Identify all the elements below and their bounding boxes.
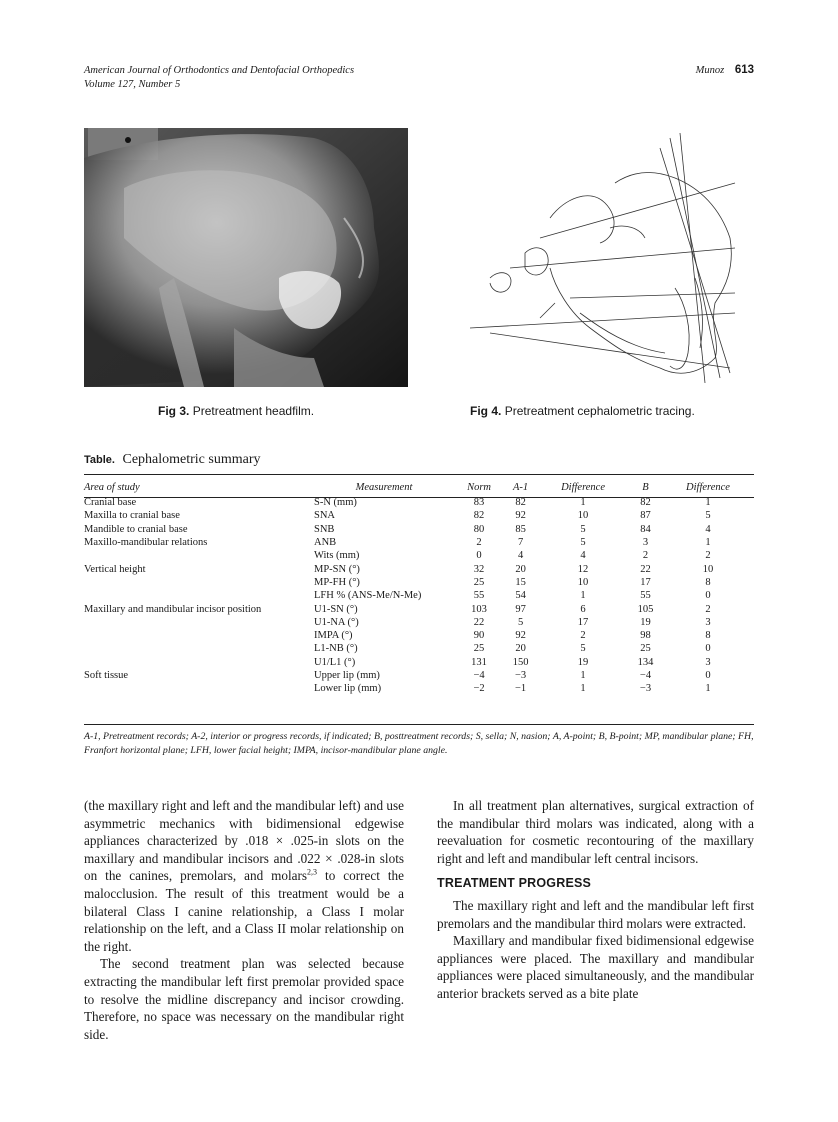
- table-row: [84, 616, 754, 629]
- table-title: [84, 452, 261, 468]
- table-cell: 8: [705, 630, 711, 642]
- table-cell: 87: [640, 510, 651, 522]
- table-cell: 80: [473, 523, 485, 535]
- table-cell: [84, 642, 314, 655]
- table-cell: 2: [476, 537, 482, 549]
- table-cell: 1: [705, 537, 711, 549]
- table-cell: 55: [473, 590, 485, 602]
- table-cell: 19: [577, 656, 589, 668]
- table-cell: 83: [473, 497, 485, 509]
- table-cell: 6: [580, 603, 586, 615]
- table-cell: 1: [580, 497, 586, 509]
- journal-volume: Volume 127, Number 5: [84, 79, 181, 90]
- figure-4-caption-text: Pretreatment cephalometric tracing.: [504, 404, 695, 418]
- table-cell: 4: [580, 550, 586, 562]
- table-cell: 10: [577, 510, 589, 522]
- table-cell: 8: [705, 576, 711, 588]
- column-header: A-1: [512, 481, 529, 493]
- column-header: Measurement: [355, 481, 413, 493]
- tracing-image: [430, 128, 754, 387]
- table-row: [84, 536, 754, 549]
- table-cell: 82: [473, 510, 485, 522]
- table-cell: [84, 629, 314, 642]
- table-cell: 5: [517, 616, 524, 628]
- table-cell: 22: [640, 563, 651, 575]
- table-cell: −1: [514, 683, 527, 695]
- table-cell: Maxilla to cranial base: [84, 510, 180, 522]
- table-cell: 2: [705, 550, 711, 562]
- figure-4-label: Fig 4.: [470, 404, 502, 418]
- table-cell: 2: [705, 603, 711, 615]
- table-cell: 55: [640, 590, 651, 602]
- table-cell: 54: [515, 590, 526, 602]
- table-cell: 105: [637, 603, 654, 615]
- table-row: [84, 549, 754, 562]
- table-cell: 20: [515, 643, 526, 655]
- author-name: Munoz: [695, 65, 725, 76]
- table-cell: 84: [640, 523, 651, 535]
- table-cell: Maxillo-mandibular relations: [84, 537, 208, 549]
- table-cell: 5: [580, 643, 586, 655]
- table-cell: SNB: [314, 523, 335, 535]
- page-number: 613: [734, 64, 754, 76]
- left-column: [84, 797, 404, 1043]
- table-row: [84, 642, 754, 655]
- table-cell: Mandible to cranial base: [84, 523, 188, 535]
- table-row: [84, 656, 754, 669]
- table-cell: 134: [637, 656, 654, 668]
- figure-3-caption-text: Pretreatment headfilm.: [192, 404, 315, 418]
- table-cell: 2: [642, 550, 649, 562]
- table-bottom-rule: [84, 724, 754, 725]
- table-cell: 5: [705, 510, 711, 522]
- table-cell: 10: [702, 563, 714, 575]
- table-cell: 90: [473, 630, 485, 642]
- table-cell: SNA: [314, 510, 336, 522]
- table-cell: [84, 682, 314, 695]
- table-cell: [84, 589, 314, 602]
- table-cell: 20: [515, 563, 526, 575]
- table-cell: U1-SN (°): [314, 603, 358, 615]
- table-cell: 3: [705, 616, 711, 628]
- table-cell: [84, 656, 314, 669]
- journal-header: [84, 64, 354, 92]
- table-cell: Cranial base: [84, 497, 137, 509]
- table-cell: 1: [705, 497, 711, 509]
- table-cell: 12: [577, 563, 589, 575]
- table-cell: [84, 549, 314, 562]
- column-header: Norm: [467, 481, 492, 493]
- table-cell: LFH % (ANS-Me/N-Me): [314, 590, 422, 602]
- column-header: Area of study: [84, 481, 140, 493]
- table-cell: 3: [642, 537, 649, 549]
- paragraph: In all treatment plan alternatives, surgical extraction of the mandibular third molars was indicated, along with a reevaluation for cosmetic recontouring of the maxillary right and left and mandibular left central incisors.: [437, 798, 754, 866]
- paragraph: The second treatment plan was selected because extracting the mandibular left first premolar provided space to resolve the midline discrepancy and incisor crowding. Therefore, no space was necessary on the mandibular right side.: [84, 956, 404, 1042]
- table-cell: −4: [473, 670, 485, 681]
- xray-image: [84, 128, 408, 387]
- table-cell: Vertical height: [84, 563, 146, 575]
- table-cell: 1: [580, 670, 586, 681]
- table-cell: 92: [515, 630, 526, 642]
- figure-4-caption: [470, 404, 695, 418]
- table-body: [84, 496, 754, 695]
- running-head: [696, 64, 754, 76]
- section-heading: TREATMENT PROGRESS: [437, 876, 592, 891]
- table-cell: 19: [640, 616, 651, 628]
- table-cell: 1: [580, 683, 586, 695]
- table-cell: 5: [580, 523, 586, 535]
- table-cell: 92: [515, 510, 526, 522]
- table-cell: Maxillary and mandibular incisor position: [84, 603, 262, 615]
- table-row: [84, 523, 754, 536]
- column-header: Difference: [686, 481, 730, 493]
- table-cell: 0: [476, 550, 482, 562]
- table-cell: Upper lip (mm): [314, 670, 380, 681]
- table-cell: 7: [517, 537, 524, 549]
- table-cell: 1: [580, 590, 586, 602]
- table-cell: MP-FH (°): [314, 576, 360, 588]
- table-cell: 5: [580, 537, 586, 549]
- table-label: Table.: [84, 454, 115, 466]
- citation: 2,3: [307, 867, 318, 877]
- table-row: [84, 509, 754, 522]
- table-cell: [84, 616, 314, 629]
- table-cell: 10: [577, 576, 589, 588]
- table-cell: MP-SN (°): [314, 563, 360, 575]
- table-cell: L1-NB (°): [314, 643, 358, 655]
- table-row: [84, 669, 754, 682]
- table-cell: −3: [514, 670, 527, 681]
- column-header: B: [642, 481, 649, 493]
- table-top-rule: [84, 474, 754, 475]
- table-cell: ANB: [314, 537, 337, 549]
- table-header-row: [84, 478, 754, 496]
- table-cell: 131: [471, 656, 487, 668]
- table-row: [84, 562, 754, 575]
- table-cell: −4: [639, 670, 652, 681]
- paragraph-text: to correct the malocclusion. The result of this treatment would be a bilateral Class I canine relationship, a Class I molar relationship on the left, and a Class II molar relationship on the right.: [84, 868, 404, 954]
- table-cell: 17: [640, 576, 651, 588]
- table-cell: 0: [705, 643, 711, 655]
- paragraph-text: (the maxillary right and left and the mandibular left) and use asymmetric mechanics with bidimensional edgewise appliances characterized by .018 × .025-in slots on the maxillary and mandibular incisors and .022 × .028-in slots on the canines, premolars, and molars: [84, 798, 404, 884]
- table-cell: 82: [515, 497, 526, 509]
- table-row: [84, 496, 754, 509]
- table-cell: 2: [580, 630, 586, 642]
- table-cell: Wits (mm): [314, 550, 360, 562]
- table-cell: 25: [640, 643, 651, 655]
- figure-3-caption: [158, 404, 314, 418]
- table-cell: 0: [705, 670, 711, 681]
- figure-4-tracing: [430, 128, 754, 387]
- table-cell: 150: [512, 656, 529, 668]
- paragraph: Maxillary and mandibular fixed bidimensional edgewise appliances were placed. The maxillary and mandibular appliances were placed simultaneously, and the mandibular anterior brackets served as a bite plate: [437, 933, 754, 1001]
- table-cell: 0: [705, 590, 711, 602]
- table-cell: 3: [705, 656, 711, 668]
- figure-3-headfilm: [84, 128, 408, 387]
- figure-3-label: Fig 3.: [158, 404, 190, 418]
- table-row: [84, 602, 754, 615]
- table-cell: S-N (mm): [314, 497, 357, 509]
- column-header: Difference: [561, 481, 606, 493]
- table-title-text: Cephalometric summary: [122, 452, 261, 467]
- table-cell: 25: [473, 576, 485, 588]
- table-cell: Lower lip (mm): [314, 683, 382, 695]
- journal-name: American Journal of Orthodontics and Dentofacial Orthopedics: [84, 65, 355, 76]
- table-row: [84, 576, 754, 589]
- table-cell: [84, 576, 314, 589]
- table-row: [84, 589, 754, 602]
- table-row: [84, 629, 754, 642]
- table-row: [84, 682, 754, 695]
- table-cell: U1-NA (°): [314, 616, 359, 628]
- table-cell: IMPA (°): [314, 630, 353, 642]
- table-cell: 103: [471, 603, 487, 615]
- table-cell: 17: [577, 616, 589, 628]
- table-cell: 98: [640, 630, 651, 642]
- table-cell: 1: [705, 683, 711, 695]
- right-column: [437, 797, 754, 1003]
- table-cell: 25: [473, 643, 485, 655]
- table-cell: −2: [473, 683, 485, 695]
- table-cell: 22: [473, 616, 485, 628]
- table-cell: 4: [517, 550, 524, 562]
- table-footnote: A-1, Pretreatment records; A-2, interior or progress records, if indicated; B, posttreatment records; S, sella; N, nasion; A, A-point; B, B-point; MP, mandibular plane; FH, Franfort horizontal plane; LFH, lower facial height; IMPA, incisor-mandibular plane angle.: [84, 731, 754, 756]
- table-cell: 82: [640, 497, 651, 509]
- cephalometric-table: [84, 478, 754, 695]
- table-cell: 15: [515, 576, 526, 588]
- table-cell: −3: [639, 683, 652, 695]
- paragraph: The maxillary right and left and the mandibular left first premolars and the mandibular third molars were extracted.: [437, 897, 754, 931]
- table-cell: 85: [515, 523, 526, 535]
- table-cell: 4: [705, 523, 711, 535]
- paragraph: [84, 797, 404, 955]
- table-cell: 32: [473, 563, 485, 575]
- table-cell: U1/L1 (°): [314, 656, 356, 668]
- table-cell: 97: [515, 603, 526, 615]
- table-cell: Soft tissue: [84, 670, 129, 681]
